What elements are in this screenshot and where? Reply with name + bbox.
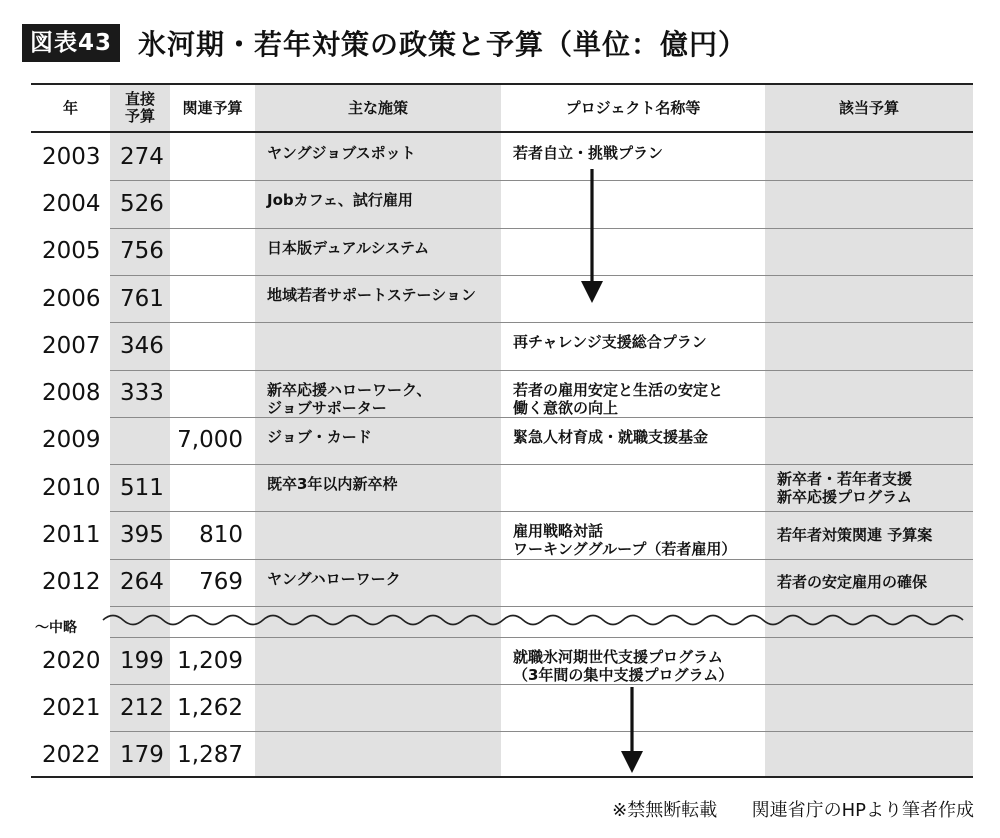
policy-budget-table <box>31 83 973 778</box>
cell-budget <box>765 228 973 275</box>
row-divider <box>110 606 973 607</box>
cell-year: 2004 <box>42 190 101 217</box>
cell-direct: 264 <box>120 569 164 596</box>
cell-budget: 若年者対策関連 予算案 <box>777 526 933 545</box>
cell-related <box>170 180 255 227</box>
cell-year: 2009 <box>42 427 101 454</box>
cell-measure: 日本版デュアルシステム <box>267 238 430 257</box>
cell-related <box>170 322 255 369</box>
cell-project <box>501 228 765 275</box>
cell-direct: 511 <box>120 474 164 501</box>
row-divider <box>110 417 973 418</box>
row-divider <box>110 559 973 560</box>
cell-direct: 346 <box>120 332 164 359</box>
header-year: 年 <box>62 98 78 117</box>
cell-direct: 761 <box>120 285 164 312</box>
cell-year: 2005 <box>42 238 101 265</box>
footer-note <box>612 796 974 822</box>
cell-measure <box>255 322 501 369</box>
copyright-note: ※禁無断転載 <box>612 800 718 821</box>
cell-related: 1,287 <box>177 741 243 768</box>
cell-related <box>170 133 255 180</box>
cell-related: 7,000 <box>177 427 243 454</box>
cell-measure <box>255 684 501 731</box>
row-divider <box>110 275 973 276</box>
cell-year: 2007 <box>42 332 101 359</box>
cell-measure: ヤングハローワーク <box>267 569 401 588</box>
cell-related <box>170 464 255 511</box>
cell-related <box>170 370 255 417</box>
figure-number-badge: 図表43 <box>22 24 120 62</box>
cell-related <box>170 228 255 275</box>
cell-budget: 若者の安定雇用の確保 <box>777 573 928 592</box>
table-header-row <box>31 85 973 133</box>
cell-project <box>501 731 765 778</box>
row-divider <box>110 370 973 371</box>
figure-header <box>22 18 747 68</box>
cell-measure: 新卒応援ハローワーク、 ジョブサポーター <box>267 380 432 417</box>
header-direct-budget: 直接 予算 <box>124 90 155 125</box>
cell-year: 2012 <box>42 569 101 596</box>
cell-related: 1,262 <box>177 694 243 721</box>
cell-budget <box>765 370 973 417</box>
cell-year: 2003 <box>42 143 101 170</box>
cell-budget <box>765 417 973 464</box>
cell-direct: 333 <box>120 380 164 407</box>
cell-direct: 756 <box>120 238 164 265</box>
row-divider <box>110 180 973 181</box>
omission-label: ～中略 <box>35 620 77 636</box>
row-divider <box>110 322 973 323</box>
cell-budget: 新卒者・若年者支援 新卒応援プログラム <box>777 469 913 506</box>
row-divider <box>110 464 973 465</box>
header-main-measures: 主な施策 <box>347 98 408 117</box>
cell-direct: 274 <box>120 143 164 170</box>
cell-measure: Jobカフェ、試行雇用 <box>267 191 413 210</box>
cell-project: 若者自立・挑戦プラン <box>513 144 664 162</box>
cell-direct: 526 <box>120 190 164 217</box>
cell-direct: 179 <box>120 741 164 768</box>
cell-year: 2010 <box>42 474 101 501</box>
cell-year: 2022 <box>42 741 101 768</box>
cell-budget <box>765 684 973 731</box>
cell-measure <box>255 731 501 778</box>
cell-project: 若者の雇用安定と生活の安定と 働く意欲の向上 <box>513 380 724 417</box>
cell-project <box>501 464 765 511</box>
cell-year: 2020 <box>42 647 101 674</box>
cell-measure: ヤングジョブスポット <box>267 144 416 162</box>
source-note: 関連省庁のHPより筆者作成 <box>751 800 974 821</box>
header-project-name: プロジェクト名称等 <box>565 98 701 117</box>
cell-measure <box>255 511 501 558</box>
cell-budget <box>765 637 973 684</box>
cell-budget <box>765 133 973 180</box>
cell-direct <box>110 417 170 464</box>
cell-year: 2011 <box>42 522 101 549</box>
cell-related <box>170 275 255 322</box>
row-divider <box>110 684 973 685</box>
cell-project <box>501 180 765 227</box>
cell-direct: 199 <box>120 647 164 674</box>
row-divider <box>110 637 973 638</box>
cell-project <box>501 559 765 606</box>
cell-measure: ジョブ・カード <box>267 427 372 446</box>
cell-direct: 395 <box>120 522 164 549</box>
header-related-budget: 関連予算 <box>182 98 243 117</box>
cell-project <box>501 275 765 322</box>
cell-direct: 212 <box>120 694 164 721</box>
cell-project <box>501 684 765 731</box>
cell-year: 2006 <box>42 285 101 312</box>
row-divider <box>110 511 973 512</box>
figure-title: 氷河期・若年対策の政策と予算（単位：億円） <box>138 28 748 61</box>
cell-measure <box>255 637 501 684</box>
cell-budget <box>765 180 973 227</box>
cell-related: 1,209 <box>177 647 243 674</box>
row-divider <box>110 731 973 732</box>
row-divider <box>110 228 973 229</box>
cell-budget <box>765 275 973 322</box>
cell-year: 2008 <box>42 380 101 407</box>
cell-measure: 既卒3年以内新卒枠 <box>267 475 398 494</box>
cell-project: 緊急人材育成・就職支援基金 <box>513 427 709 446</box>
cell-related: 810 <box>199 522 243 549</box>
cell-related: 769 <box>199 569 243 596</box>
cell-measure: 地域若者サポートステーション <box>267 285 476 304</box>
cell-project: 雇用戦略対話 ワーキンググループ（若者雇用） <box>513 522 737 559</box>
cell-year: 2021 <box>42 694 101 721</box>
cell-budget <box>765 322 973 369</box>
cell-project: 就職氷河期世代支援プログラム （3年間の集中支援プログラム） <box>513 648 734 684</box>
cell-project: 再チャレンジ支援総合プラン <box>513 333 707 352</box>
cell-budget <box>765 731 973 778</box>
header-applicable-budget: 該当予算 <box>838 98 899 117</box>
